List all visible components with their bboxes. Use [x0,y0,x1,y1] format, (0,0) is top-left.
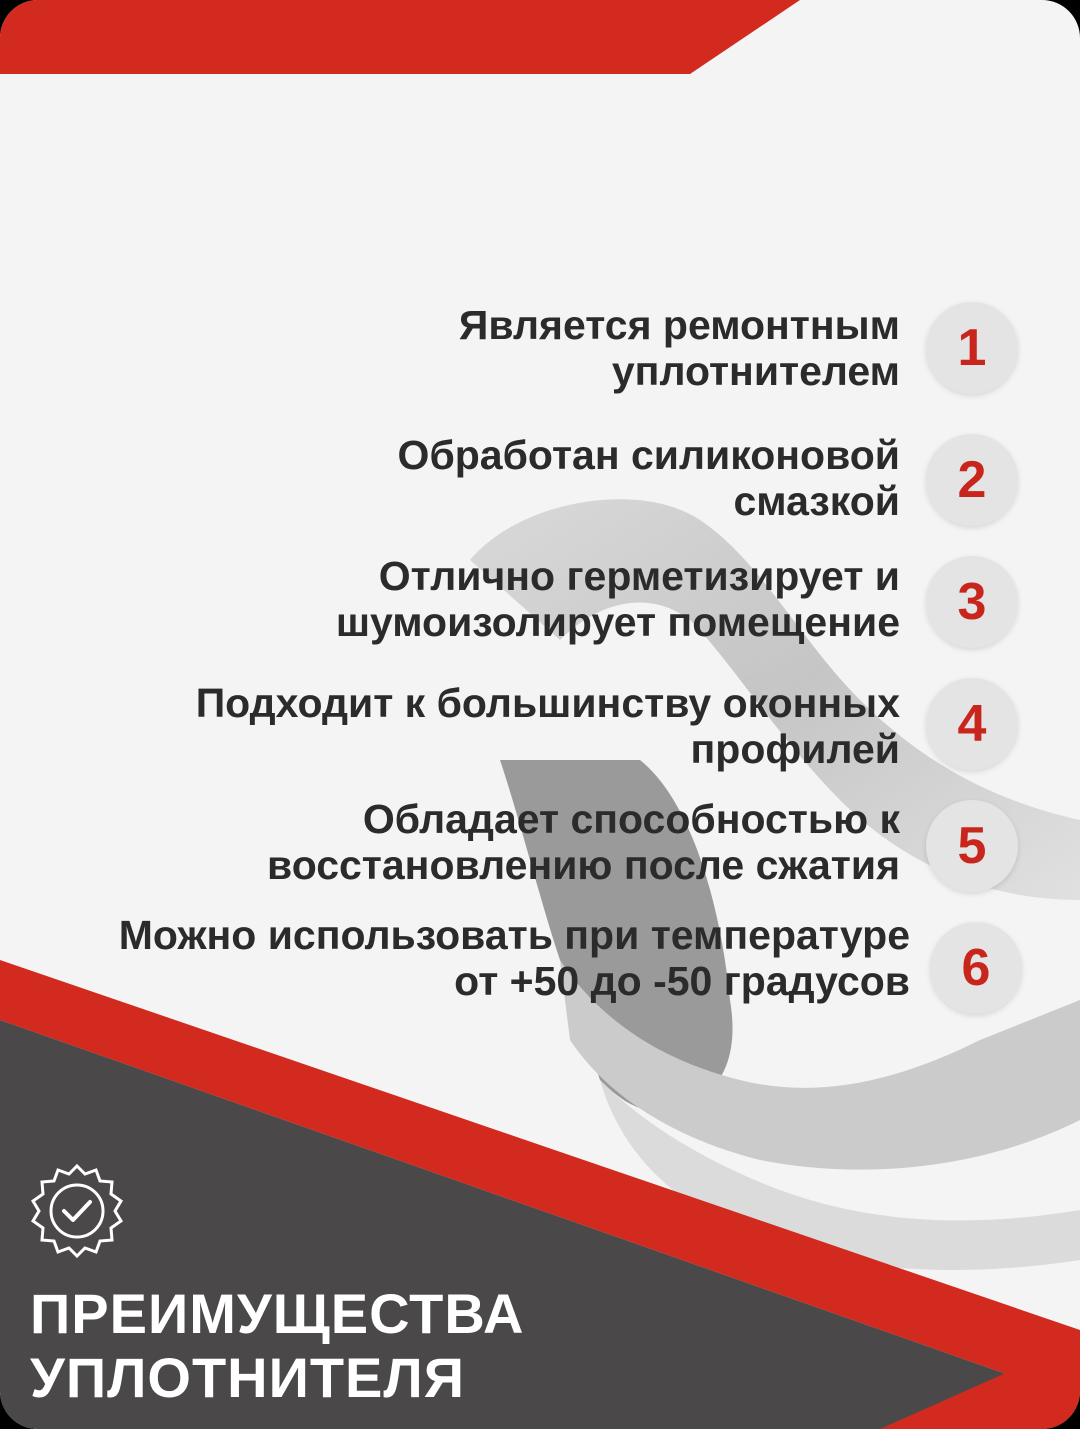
check-seal-icon [22,1160,132,1270]
feature-4-number-badge: 4 [926,678,1018,770]
feature-5-number-badge: 5 [926,800,1018,892]
feature-3-line2: шумоизолирует помещение [335,599,900,645]
feature-2-text [398,432,900,524]
feature-6-text [119,912,910,1004]
feature-1-line1: Является ремонтным [458,302,900,348]
feature-4-line1: Подходит к большинству оконных [195,680,900,726]
feature-1-text [459,302,900,394]
feature-2-line1: Обработан силиконовой [397,432,900,478]
feature-2-line2: смазкой [733,478,900,524]
feature-6-line2: от +50 до -50 градусов [454,958,910,1004]
feature-4-line2: профилей [690,726,900,772]
feature-5-line2: восстановлению после сжатия [267,842,900,888]
footer-title [30,1282,524,1410]
feature-3-line1: Отлично герметизирует и [378,553,900,599]
feature-4-text [196,680,900,772]
footer-title-line1: ПРЕИМУЩЕСТВА [30,1282,525,1345]
feature-3-text [336,553,900,645]
feature-2-number-badge: 2 [926,434,1018,526]
feature-1-line2: уплотнителем [611,348,900,394]
feature-1-number-badge: 1 [926,302,1018,394]
footer-title-line2: УПЛОТНИТЕЛЯ [30,1346,465,1409]
feature-6-number-badge: 6 [930,922,1022,1014]
feature-5-text [267,796,900,888]
top-red-stripe [0,0,800,74]
feature-6-line1: Можно использовать при температуре [118,912,910,958]
feature-5-line1: Обладает способностью к [362,796,900,842]
feature-3-number-badge: 3 [926,556,1018,648]
